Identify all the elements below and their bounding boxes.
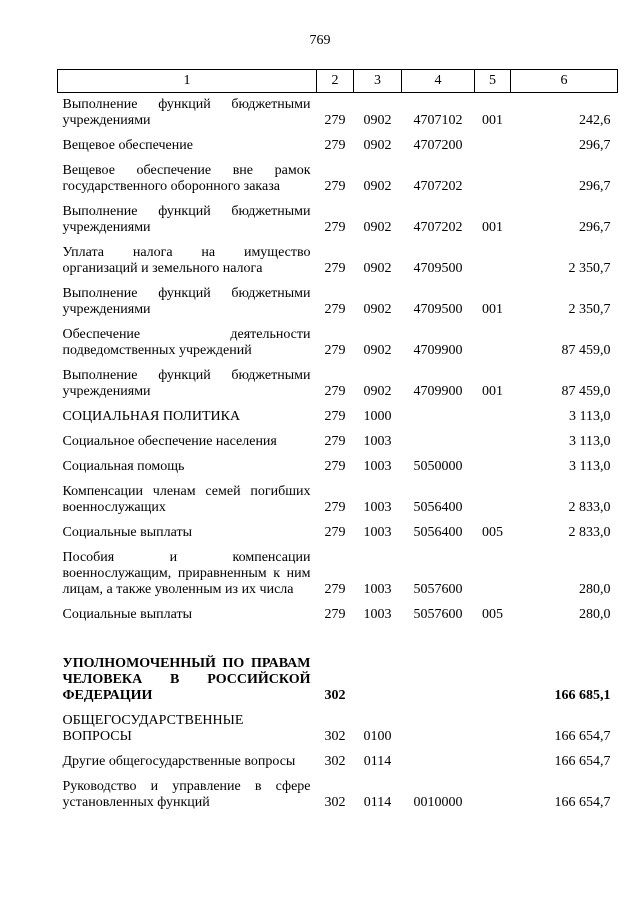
row-sum: 242,6 <box>579 113 611 128</box>
header-col-5: 5 <box>475 70 511 93</box>
row-rz: 1003 <box>363 582 392 597</box>
table-header <box>58 70 618 93</box>
row-name: Пособия и компенсации военнослужащим, приравненным к ним лицам, а также уволенным из их числа <box>62 550 311 597</box>
row-sum: 2 350,7 <box>568 261 611 276</box>
row-name: Социальные выплаты <box>62 607 193 622</box>
row-name: СОЦИАЛЬНАЯ ПОЛИТИКА <box>62 409 241 424</box>
row-name: Выполнение функций бюджетными учреждениями <box>62 286 311 317</box>
row-vr <box>475 775 511 816</box>
row-rz: 1000 <box>363 409 392 424</box>
row-cs: 4709500 <box>413 261 463 276</box>
table-row <box>58 546 618 603</box>
spacer-row <box>58 628 618 652</box>
row-rz: 0902 <box>363 261 392 276</box>
row-cs: 5050000 <box>413 459 463 474</box>
row-rz: 1003 <box>363 459 392 474</box>
row-name: Вещевое обеспечение <box>62 138 193 153</box>
row-name: Выполнение функций бюджетными учреждениями <box>62 368 311 399</box>
section-rz <box>354 652 402 709</box>
row-sum: 280,0 <box>579 582 611 597</box>
section-cs <box>402 652 475 709</box>
row-ved: 279 <box>324 113 346 128</box>
section-vr <box>475 652 511 709</box>
row-rz: 0902 <box>363 138 392 153</box>
row-name: Обеспечение деятельности подведомственных учреждений <box>62 327 311 358</box>
row-rz: 0902 <box>363 343 392 358</box>
table-row <box>58 323 618 364</box>
header-col-4: 4 <box>402 70 475 93</box>
table-row <box>58 430 618 455</box>
page-number: 769 <box>309 33 331 48</box>
row-sum: 2 833,0 <box>568 525 611 540</box>
row-ved: 279 <box>324 138 346 153</box>
row-ved: 279 <box>324 179 346 194</box>
row-cs: 4707102 <box>413 113 463 128</box>
row-vr <box>475 750 511 775</box>
row-cs: 4707200 <box>413 138 463 153</box>
row-rz: 0114 <box>363 795 392 810</box>
table-row <box>58 159 618 200</box>
row-sum: 166 654,7 <box>554 729 611 744</box>
row-vr: 001 <box>482 220 503 235</box>
row-rz: 0902 <box>363 179 392 194</box>
row-cs <box>402 430 475 455</box>
row-sum: 280,0 <box>579 607 611 622</box>
table-row <box>58 200 618 241</box>
row-ved: 302 <box>324 729 346 744</box>
table-row <box>58 405 618 430</box>
row-ved: 279 <box>324 607 346 622</box>
table-row <box>58 603 618 628</box>
row-sum: 87 459,0 <box>561 384 611 399</box>
row-vr <box>475 405 511 430</box>
row-cs: 4709500 <box>413 302 463 317</box>
table-row <box>58 480 618 521</box>
row-rz: 0902 <box>363 220 392 235</box>
row-rz: 1003 <box>363 525 392 540</box>
header-col-1: 1 <box>58 70 317 93</box>
row-cs <box>402 709 475 750</box>
row-ved: 279 <box>324 459 346 474</box>
spacer-cell <box>58 628 618 652</box>
row-name: Выполнение функций бюджетными учреждениями <box>62 97 311 128</box>
row-cs: 4709900 <box>413 343 463 358</box>
row-rz: 0902 <box>363 302 392 317</box>
header-col-6: 6 <box>511 70 618 93</box>
section-sum: 166 685,1 <box>554 688 611 703</box>
section-row <box>58 652 618 709</box>
row-ved: 279 <box>324 220 346 235</box>
row-sum: 296,7 <box>579 179 611 194</box>
table-row <box>58 521 618 546</box>
row-ved: 279 <box>324 409 346 424</box>
row-name: Социальное обеспечение населения <box>62 434 277 449</box>
section-name: УПОЛНОМОЧЕННЫЙ ПО ПРАВАМ ЧЕЛОВЕКА В РОССИЙСКОЙ ФЕДЕРАЦИИ <box>62 656 311 703</box>
row-ved: 279 <box>324 302 346 317</box>
row-vr: 001 <box>482 384 503 399</box>
row-cs: 5057600 <box>413 607 463 622</box>
row-cs: 4709900 <box>413 384 463 399</box>
row-name: Руководство и управление в сфере установленных функций <box>62 779 311 810</box>
row-ved: 279 <box>324 261 346 276</box>
header-col-2: 2 <box>317 70 354 93</box>
table-row <box>58 775 618 816</box>
row-vr <box>475 546 511 603</box>
row-vr: 005 <box>482 607 503 622</box>
row-ved: 302 <box>324 795 346 810</box>
budget-table <box>57 69 618 816</box>
row-sum: 3 113,0 <box>569 459 611 474</box>
row-ved: 279 <box>324 582 346 597</box>
row-ved: 279 <box>324 525 346 540</box>
row-ved: 279 <box>324 343 346 358</box>
row-rz: 1003 <box>363 607 392 622</box>
row-sum: 296,7 <box>579 220 611 235</box>
row-name: ОБЩЕГОСУДАРСТВЕННЫЕ ВОПРОСЫ <box>62 713 244 744</box>
row-vr <box>475 241 511 282</box>
row-sum: 296,7 <box>579 138 611 153</box>
row-rz: 0902 <box>363 113 392 128</box>
row-sum: 166 654,7 <box>554 754 611 769</box>
row-cs: 5057600 <box>413 582 463 597</box>
row-cs: 5056400 <box>413 525 463 540</box>
row-vr: 005 <box>482 525 503 540</box>
section-ved: 302 <box>324 688 346 703</box>
row-name: Социальная помощь <box>62 459 185 474</box>
row-cs <box>402 405 475 430</box>
row-cs: 5056400 <box>413 500 463 515</box>
row-sum: 2 350,7 <box>568 302 611 317</box>
table-row <box>58 364 618 405</box>
row-vr <box>475 455 511 480</box>
row-name: Компенсации членам семей погибших военнослужащих <box>62 484 311 515</box>
row-rz: 1003 <box>363 434 392 449</box>
row-ved: 302 <box>324 754 346 769</box>
row-name: Социальные выплаты <box>62 525 193 540</box>
row-vr <box>475 480 511 521</box>
row-vr <box>475 323 511 364</box>
row-ved: 279 <box>324 500 346 515</box>
row-ved: 279 <box>324 384 346 399</box>
table-body <box>58 93 618 817</box>
row-sum: 166 654,7 <box>554 795 611 810</box>
row-sum: 3 113,0 <box>569 434 611 449</box>
row-cs: 4707202 <box>413 220 463 235</box>
row-name: Выполнение функций бюджетными учреждениями <box>62 204 311 235</box>
row-rz: 0100 <box>363 729 392 744</box>
table-row <box>58 709 618 750</box>
table-row <box>58 134 618 159</box>
table-row <box>58 455 618 480</box>
row-vr: 001 <box>482 302 503 317</box>
row-vr <box>475 159 511 200</box>
table-row <box>58 241 618 282</box>
table-row <box>58 93 618 135</box>
row-vr: 001 <box>482 113 503 128</box>
table-row <box>58 282 618 323</box>
row-ved: 279 <box>324 434 346 449</box>
row-sum: 87 459,0 <box>561 343 611 358</box>
row-cs: 0010000 <box>413 795 463 810</box>
row-vr <box>475 134 511 159</box>
row-sum: 2 833,0 <box>568 500 611 515</box>
row-name: Уплата налога на имущество организаций и земельного налога <box>62 245 311 276</box>
row-rz: 0114 <box>363 754 392 769</box>
row-cs <box>402 750 475 775</box>
header-col-3: 3 <box>354 70 402 93</box>
row-vr <box>475 709 511 750</box>
row-name: Вещевое обеспечение вне рамок государственного оборонного заказа <box>62 163 311 194</box>
row-rz: 1003 <box>363 500 392 515</box>
row-sum: 3 113,0 <box>569 409 611 424</box>
row-cs: 4707202 <box>413 179 463 194</box>
row-rz: 0902 <box>363 384 392 399</box>
row-name: Другие общегосударственные вопросы <box>62 754 296 769</box>
row-vr <box>475 430 511 455</box>
table-row <box>58 750 618 775</box>
